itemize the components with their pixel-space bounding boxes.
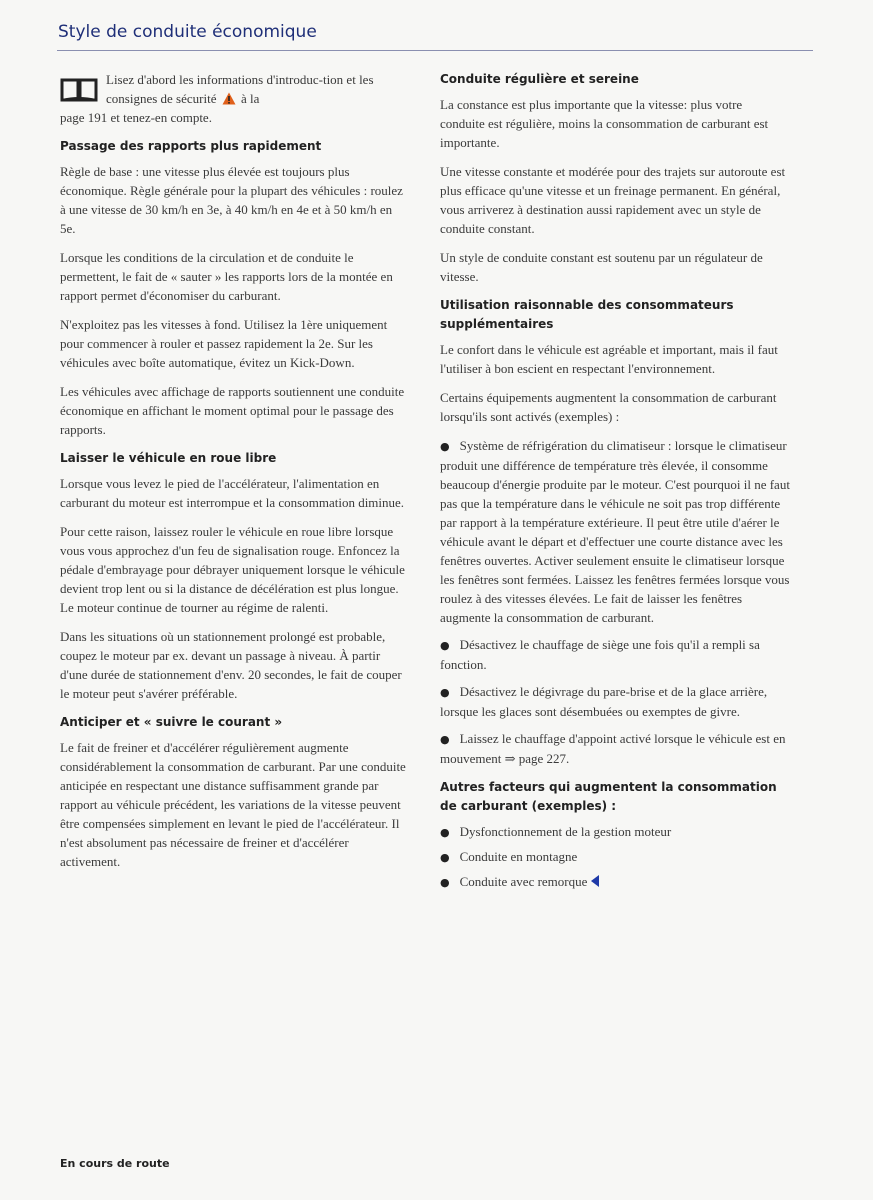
end-of-section-icon [591, 875, 599, 887]
list-item: ● Dysfonctionnement de la gestion moteur [440, 824, 672, 839]
passage-p4: Les véhicules avec affichage de rapports soutiennent une conduite économique en affichant le moment optimal pour le passage des rapports. [60, 384, 405, 437]
intro-text-3: page 191 et tenez-en compte. [60, 110, 212, 125]
consommateurs-list [440, 436, 790, 768]
heading-passage: Passage des rapports plus rapidement [60, 139, 322, 153]
list-item: ● Laissez le chauffage d'appoint activé lorsque le véhicule est en mouvement ⇒ page 227. [440, 731, 786, 766]
bullet-icon: ● [440, 639, 450, 652]
intro-paragraph [60, 70, 410, 127]
reguliere-p1: La constance est plus importante que la vitesse: plus votre conduite est régulière, moins la consommation de carburant est importante. [440, 97, 769, 150]
list-item: ● Conduite en montagne [440, 849, 578, 864]
list-item: ● Désactivez le dégivrage du pare-brise et de la glace arrière, lorsque les glaces sont désembuées ou exemptes de givre. [440, 684, 768, 719]
heading-anticiper: Anticiper et « suivre le courant » [60, 715, 283, 729]
bullet-icon: ● [440, 826, 450, 839]
heading-roue-libre: Laisser le véhicule en roue libre [60, 451, 277, 465]
heading-consommateurs: Utilisation raisonnable des consommateurs supplémentaires [440, 298, 734, 331]
list-item: ● Système de réfrigération du climatiseur : lorsque le climatiseur produit une différence de température très élevée, il consomme beaucoup d'énergie produite par le moteur. C'est pourquoi il ne faut pas que la température dans le véhicule ne soit pas trop différente par rapport à la température extérieure. Il peut être utile d'aérer le véhicule avant le départ et d'effectuer une courte distance avec les fenêtres ouvertes. Activer seulement ensuite le climatiseur lorsque les fenêtres sont fermées. Laissez les fenêtres fermées lorsque vous roulez à des vitesses élevées. Le fait de laisser les fenêtres augmente la consommation de carburant. [440, 438, 790, 625]
roue-libre-p2: Pour cette raison, laissez rouler le véhicule en roue libre lorsque vous vous approchez d'un feu de signalisation rouge. Enfoncez la pédale d'embrayage pour débrayer uniquement lorsque le véhicule devient trop lent ou si la distance de décélération est plus longue. Le moteur continue de tourner au régime de ralenti. [60, 524, 405, 615]
list-item: ● Désactivez le chauffage de siège une fois qu'il a rempli sa fonction. [440, 637, 760, 672]
bullet-icon: ● [440, 851, 450, 864]
consommateurs-p1: Le confort dans le véhicule est agréable et important, mais il faut l'utiliser à bon escient en respectant l'environnement. [440, 342, 778, 376]
anticiper-p1: Le fait de freiner et d'accélérer régulièrement augmente considérablement la consommation de carburant. Par une conduite anticipée en respectant une distance suffisamment grande par rapport au véhicule précédent, les variations de la vitesse peuvent être compensées simplement en levant le pied de l'accélérateur. Il n'est absolument pas nécessaire de freiner et d'accélérer activement. [60, 740, 406, 869]
intro-text-1: Lisez d'abord les informations d'introduc-tion et les consignes de sécurité [106, 72, 374, 106]
title-divider [57, 50, 813, 51]
left-column [60, 70, 410, 881]
heading-autres: Autres facteurs qui augmentent la consommation de carburant (exemples) : [440, 780, 777, 813]
bullet-icon: ● [440, 686, 450, 699]
passage-p2: Lorsque les conditions de la circulation et de conduite le permettent, le fait de « sauter » les rapports lors de la montée en rapport permet d'économiser du carburant. [60, 250, 393, 303]
book-icon [60, 74, 98, 102]
bullet-icon: ● [440, 440, 450, 453]
passage-p1: Règle de base : une vitesse plus élevée est toujours plus économique. Règle générale pour la plupart des véhicules : roulez à une vitesse de 30 km/h en 3e, à 40 km/h en 4e et à 50 km/h en 5e. [60, 164, 403, 236]
page-title: Style de conduite économique [58, 22, 317, 42]
passage-p3: N'exploitez pas les vitesses à fond. Utilisez la 1ère uniquement pour commencer à rouler et passez rapidement la 2e. Sur les véhicules avec boîte automatique, évitez un Kick-Down. [60, 317, 388, 370]
roue-libre-p1: Lorsque vous levez le pied de l'accélérateur, l'alimentation en carburant du moteur est interrompue et la consommation diminue. [60, 476, 405, 510]
warning-triangle-icon [222, 92, 236, 105]
list-item: ● Conduite avec remorque [440, 872, 790, 892]
heading-reguliere: Conduite régulière et sereine [440, 72, 639, 86]
autres-list [440, 822, 790, 892]
page-footer: En cours de route [60, 1157, 170, 1170]
bullet-icon: ● [440, 733, 450, 746]
reguliere-p3: Un style de conduite constant est soutenu par un régulateur de vitesse. [440, 250, 763, 284]
right-column [440, 70, 790, 902]
bullet-icon: ● [440, 876, 450, 889]
intro-text-2: à la [240, 91, 260, 106]
consommateurs-p2: Certains équipements augmentent la consommation de carburant lorsqu'ils sont activés (exemples) : [440, 390, 777, 424]
roue-libre-p3: Dans les situations où un stationnement prolongé est probable, coupez le moteur par ex. devant un passage à niveau. À partir d'une durée de stationnement d'env. 20 secondes, le fait de couper le moteur peut s'avérer préférable. [60, 629, 402, 701]
reguliere-p2: Une vitesse constante et modérée pour des trajets sur autoroute est plus efficace qu'une vitesse et un freinage permanent. En général, vous arriverez à destination aussi rapidement avec un style de conduite constant. [440, 164, 786, 236]
